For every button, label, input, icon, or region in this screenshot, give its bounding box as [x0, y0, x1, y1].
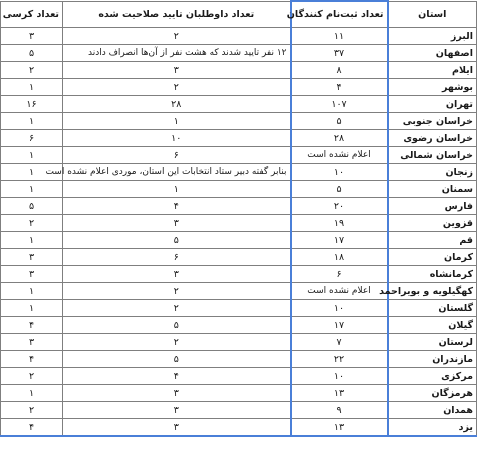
registered-cell: ۲۰	[291, 198, 388, 215]
seats-cell: ۳	[1, 249, 63, 266]
registered-cell: ۱۹	[291, 215, 388, 232]
table-row	[1, 283, 477, 300]
seats-cell: ۲	[1, 368, 63, 385]
province-cell: سمنان	[388, 181, 477, 198]
registered-cell: ۲۸	[291, 130, 388, 147]
header-province: استان	[388, 1, 477, 28]
province-cell: خراسان جنوبی	[388, 113, 477, 130]
registered-cell: ۱۰۷	[291, 96, 388, 113]
registered-cell: ۱۱	[291, 28, 388, 45]
header-qualified: تعداد داوطلبان تایید صلاحیت شده	[63, 1, 291, 28]
seats-cell: ۵	[1, 45, 63, 62]
seats-cell: ۱	[1, 113, 63, 130]
qualified-cell: بنابر گفته دبیر ستاد انتخابات این استان، موردی اعلام نشده است	[63, 164, 291, 181]
table-row	[1, 266, 477, 283]
table-row	[1, 28, 477, 45]
seats-cell: ۲	[1, 215, 63, 232]
province-cell: گلستان	[388, 300, 477, 317]
seats-cell: ۴	[1, 351, 63, 368]
province-cell: کرمان	[388, 249, 477, 266]
province-cell: مازندران	[388, 351, 477, 368]
qualified-cell: ۲	[63, 28, 291, 45]
registered-cell: ۱۳	[291, 385, 388, 402]
qualified-cell: ۳	[63, 266, 291, 283]
table-row	[1, 249, 477, 266]
registered-cell: ۷	[291, 334, 388, 351]
seats-cell: ۱	[1, 164, 63, 181]
table-row	[1, 317, 477, 334]
registered-cell: ۵	[291, 113, 388, 130]
table-body	[1, 28, 477, 437]
table-row	[1, 402, 477, 419]
qualified-cell: ۲	[63, 283, 291, 300]
registered-cell: ۳۷	[291, 45, 388, 62]
qualified-cell: ۲	[63, 79, 291, 96]
table-row	[1, 147, 477, 164]
registered-cell: ۸	[291, 62, 388, 79]
seats-cell: ۵	[1, 198, 63, 215]
seats-cell: ۱	[1, 79, 63, 96]
seats-cell: ۴	[1, 317, 63, 334]
registered-cell: ۱۰	[291, 164, 388, 181]
seats-cell: ۲	[1, 402, 63, 419]
province-cell: ایلام	[388, 62, 477, 79]
registered-cell: ۹	[291, 402, 388, 419]
province-cell: فارس	[388, 198, 477, 215]
seats-cell: ۲	[1, 62, 63, 79]
qualified-cell: ۳	[63, 419, 291, 437]
qualified-cell: ۲	[63, 300, 291, 317]
registered-cell: ۶	[291, 266, 388, 283]
province-cell: یزد	[388, 419, 477, 437]
province-cell: البرز	[388, 28, 477, 45]
table-row	[1, 300, 477, 317]
province-cell: لرستان	[388, 334, 477, 351]
seats-cell: ۱	[1, 385, 63, 402]
seats-cell: ۱	[1, 181, 63, 198]
table-row	[1, 351, 477, 368]
province-cell: کهگیلویه و بویراحمد	[388, 283, 477, 300]
table-row	[1, 113, 477, 130]
qualified-cell: ۳	[63, 62, 291, 79]
table-row	[1, 79, 477, 96]
province-cell: خراسان رضوی	[388, 130, 477, 147]
registered-cell: ۱۸	[291, 249, 388, 266]
qualified-cell: ۳	[63, 402, 291, 419]
seats-cell: ۳	[1, 334, 63, 351]
table-row	[1, 419, 477, 437]
registered-cell: ۱۷	[291, 317, 388, 334]
seats-cell: ۱	[1, 147, 63, 164]
table-row	[1, 130, 477, 147]
registered-cell: ۱۰	[291, 300, 388, 317]
registered-cell: ۱۷	[291, 232, 388, 249]
registered-cell: ۲۲	[291, 351, 388, 368]
province-cell: کرمانشاه	[388, 266, 477, 283]
table-row	[1, 96, 477, 113]
table-header-row	[1, 1, 477, 28]
registered-cell: ۴	[291, 79, 388, 96]
table-row	[1, 215, 477, 232]
qualified-cell: ۱	[63, 181, 291, 198]
table-row	[1, 62, 477, 79]
province-cell: خراسان شمالی	[388, 147, 477, 164]
province-cell: همدان	[388, 402, 477, 419]
qualified-cell: ۵	[63, 351, 291, 368]
table-row	[1, 385, 477, 402]
seats-cell: ۱	[1, 283, 63, 300]
table-row	[1, 181, 477, 198]
province-cell: گیلان	[388, 317, 477, 334]
registered-cell: اعلام نشده است	[291, 283, 388, 300]
qualified-cell: ۱	[63, 113, 291, 130]
province-cell: اصفهان	[388, 45, 477, 62]
table-row	[1, 198, 477, 215]
province-cell: مرکزی	[388, 368, 477, 385]
qualified-cell: ۳	[63, 215, 291, 232]
qualified-cell: ۲۸	[63, 96, 291, 113]
province-cell: قزوین	[388, 215, 477, 232]
province-cell: بوشهر	[388, 79, 477, 96]
province-cell: هرمزگان	[388, 385, 477, 402]
seats-cell: ۳	[1, 28, 63, 45]
qualified-cell: ۴	[63, 198, 291, 215]
qualified-cell: ۲	[63, 334, 291, 351]
qualified-cell: ۴	[63, 368, 291, 385]
qualified-cell: ۳	[63, 385, 291, 402]
province-cell: زنجان	[388, 164, 477, 181]
seats-cell: ۱	[1, 300, 63, 317]
registered-cell: ۱۳	[291, 419, 388, 437]
seats-cell: ۱	[1, 232, 63, 249]
table-row	[1, 45, 477, 62]
header-registered: تعداد ثبت‌نام کنندگان	[291, 1, 388, 28]
table-row	[1, 164, 477, 181]
seats-cell: ۱۶	[1, 96, 63, 113]
table-row	[1, 368, 477, 385]
registered-cell: ۱۰	[291, 368, 388, 385]
seats-cell: ۶	[1, 130, 63, 147]
qualified-cell: ۶	[63, 249, 291, 266]
table-row	[1, 334, 477, 351]
qualified-cell: ۵	[63, 317, 291, 334]
province-cell: تهران	[388, 96, 477, 113]
registered-cell: ۵	[291, 181, 388, 198]
qualified-cell: ۱۰	[63, 130, 291, 147]
qualified-cell: ۱۲ نفر تایید شدند که هشت نفر از آن‌ها انصراف دادند	[63, 45, 291, 62]
registered-cell: اعلام نشده است	[291, 147, 388, 164]
seats-cell: ۴	[1, 419, 63, 437]
province-cell: قم	[388, 232, 477, 249]
qualified-cell: ۶	[63, 147, 291, 164]
seats-cell: ۳	[1, 266, 63, 283]
table-row	[1, 232, 477, 249]
header-seats: تعداد کرسی	[1, 1, 63, 28]
qualified-cell: ۵	[63, 232, 291, 249]
